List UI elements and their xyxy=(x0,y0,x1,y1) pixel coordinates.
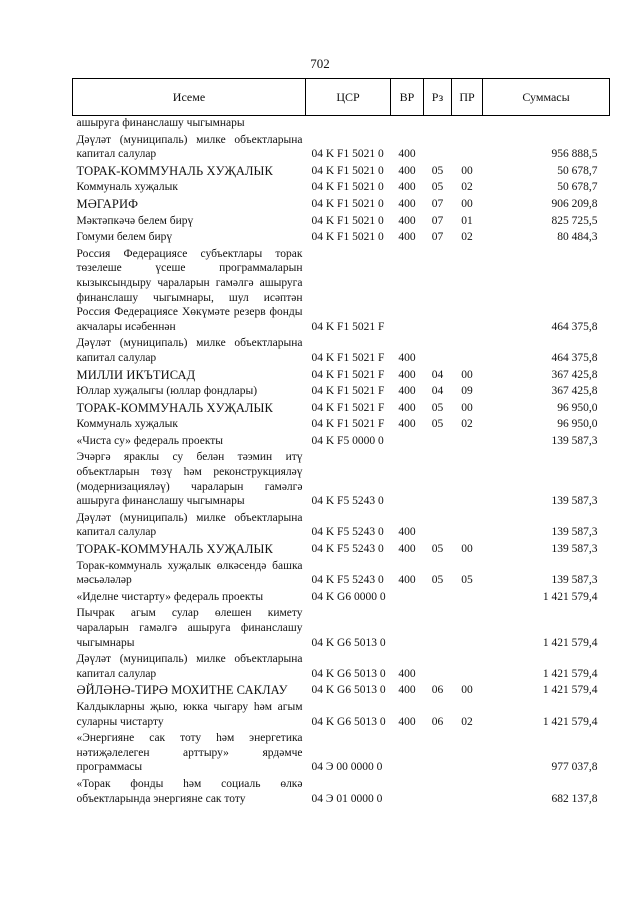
cell-vr: 400 xyxy=(398,351,416,364)
cell-vr: 400 xyxy=(398,667,416,680)
cell-sum: 367 425,8 xyxy=(551,368,598,381)
column-header-sum: Суммасы xyxy=(483,79,610,116)
cell-csr: 04 K F5 5243 0 xyxy=(311,526,384,539)
cell-vr: 400 xyxy=(398,574,416,587)
cell-name: Дәүләт (муниципаль) милке объектларына капитал салулар xyxy=(76,337,303,364)
cell-sum: 367 425,8 xyxy=(551,385,598,398)
cell-csr: 04 K F5 0000 0 xyxy=(311,434,384,447)
cell-pr xyxy=(452,116,483,131)
cell-pr: 02 xyxy=(461,181,473,194)
cell-pr: 00 xyxy=(461,543,473,556)
cell-rz: 05 xyxy=(431,181,444,194)
cell-vr: 400 xyxy=(398,148,416,161)
cell-vr: 400 xyxy=(398,197,416,210)
cell-rz xyxy=(424,604,452,650)
cell-name: «Иделне чистарту» федераль проекты xyxy=(76,590,264,603)
cell-vr: 400 xyxy=(398,526,416,539)
table-row xyxy=(73,509,610,540)
cell-vr: 400 xyxy=(398,214,416,227)
cell-csr: 04 K F1 5021 F xyxy=(311,351,385,364)
cell-sum: 1 421 579,4 xyxy=(542,590,598,603)
cell-vr: 400 xyxy=(398,715,416,728)
column-header-csr: ЦСР xyxy=(306,79,391,116)
cell-rz: 07 xyxy=(431,197,444,210)
cell-csr: 04 K F1 5021 F xyxy=(311,401,385,414)
cell-rz xyxy=(424,334,452,365)
cell-csr: 04 K G6 5013 0 xyxy=(311,684,386,697)
table-row xyxy=(73,212,610,229)
cell-name: Мәктәпкәчә белем бирү xyxy=(76,214,194,227)
cell-rz: 06 xyxy=(431,715,444,728)
table-row xyxy=(73,399,610,416)
cell-pr: 00 xyxy=(461,197,473,210)
cell-csr: 04 K F1 5021 0 xyxy=(311,181,384,194)
cell-sum: 682 137,8 xyxy=(551,792,598,805)
cell-pr: 00 xyxy=(461,401,473,414)
table-row xyxy=(73,162,610,179)
table-row xyxy=(73,245,610,335)
cell-sum xyxy=(483,116,610,131)
table-row xyxy=(73,650,610,681)
table-row xyxy=(73,775,610,806)
table-row xyxy=(73,131,610,162)
cell-vr: 400 xyxy=(398,368,416,381)
cell-name: «Энергияне сак тоту һәм энергетика нәтиҗәлелеген арттыру» ярдәмче программасы xyxy=(76,732,303,774)
cell-name: Дәүләт (муниципаль) милке объектларына капитал салулар xyxy=(76,653,303,680)
cell-rz: 05 xyxy=(431,543,444,556)
cell-pr: 00 xyxy=(461,684,473,697)
cell-pr xyxy=(452,650,483,681)
cell-rz xyxy=(424,588,452,605)
table-row xyxy=(73,588,610,605)
cell-sum: 96 950,0 xyxy=(557,401,598,414)
column-header-rz: Рз xyxy=(424,79,452,116)
cell-csr: 04 K F5 5243 0 xyxy=(311,495,384,508)
cell-name: ашыруга финанслашу чыгымнары xyxy=(73,116,306,131)
table-row xyxy=(73,334,610,365)
cell-name: ӘЙЛӘНӘ-ТИРӘ МОХИТНЕ САКЛАУ xyxy=(76,683,288,698)
cell-pr xyxy=(452,588,483,605)
cell-vr xyxy=(391,245,424,335)
cell-csr: 04 K F1 5021 0 xyxy=(311,231,384,244)
cell-vr xyxy=(391,432,424,449)
cell-vr: 400 xyxy=(398,385,416,398)
cell-rz xyxy=(424,448,452,508)
cell-sum: 50 678,7 xyxy=(557,164,598,177)
cell-pr xyxy=(452,432,483,449)
cell-vr xyxy=(391,729,424,775)
cell-csr: 04 Э 01 0000 0 xyxy=(311,792,383,805)
cell-vr xyxy=(391,588,424,605)
cell-csr: 04 K F5 5243 0 xyxy=(311,543,384,556)
cell-rz: 07 xyxy=(431,231,444,244)
cell-name: Торак-коммуналь хуҗалык өлкәсендә башка мәсьәләләр xyxy=(76,559,303,587)
cell-pr xyxy=(452,509,483,540)
cell-vr: 400 xyxy=(398,543,416,556)
cell-vr xyxy=(391,775,424,806)
cell-name: Коммуналь хуҗалык xyxy=(76,418,178,431)
cell-csr: 04 K F1 5021 F xyxy=(311,385,385,398)
cell-name: Коммуналь хуҗалык xyxy=(76,181,178,194)
cell-csr: 04 K G6 5013 0 xyxy=(311,715,386,728)
table-row xyxy=(73,366,610,383)
cell-pr: 00 xyxy=(461,368,473,381)
cell-vr: 400 xyxy=(398,401,416,414)
cell-name: МИЛЛИ ИКЪТИСАД xyxy=(76,367,196,382)
cell-name: Дәүләт (муниципаль) милке объектларына капитал салулар xyxy=(76,133,303,161)
cell-sum: 1 421 579,4 xyxy=(542,684,598,697)
table-header xyxy=(73,79,610,116)
cell-rz: 04 xyxy=(431,385,444,398)
cell-name: «Чиста су» федераль проекты xyxy=(76,434,224,447)
cell-csr: 04 K F1 5021 0 xyxy=(311,164,384,177)
cell-pr: 02 xyxy=(461,418,473,431)
cell-rz xyxy=(424,131,452,162)
cell-sum: 464 375,8 xyxy=(551,351,598,364)
cell-rz xyxy=(424,650,452,681)
cell-sum: 139 587,3 xyxy=(551,434,598,447)
cell-csr: 04 K F5 5243 0 xyxy=(311,574,384,587)
table-row xyxy=(73,415,610,432)
table-row xyxy=(73,228,610,245)
cell-vr: 400 xyxy=(398,231,416,244)
table-row xyxy=(73,698,610,729)
table-body xyxy=(73,116,610,807)
cell-sum: 1 421 579,4 xyxy=(542,636,598,649)
cell-vr: 400 xyxy=(398,418,416,431)
cell-rz: 04 xyxy=(431,368,444,381)
cell-rz xyxy=(424,509,452,540)
cell-rz xyxy=(424,432,452,449)
cell-sum: 1 421 579,4 xyxy=(542,667,598,680)
cell-vr xyxy=(391,116,424,131)
cell-csr: 04 Э 00 0000 0 xyxy=(311,761,383,774)
cell-sum: 1 421 579,4 xyxy=(542,715,598,728)
cell-pr: 01 xyxy=(461,214,473,227)
cell-vr: 400 xyxy=(398,164,416,177)
cell-csr: 04 K F1 5021 0 xyxy=(311,214,384,227)
page-number: 702 xyxy=(310,56,330,71)
cell-name: Эчәргә яраклы су белән тәэмин итү объектларын төзү һәм реконструкцияләү (модернизацияләү) чараларын гамәлгә ашыруга финанслашу чыгымнары xyxy=(76,451,303,508)
cell-rz: 05 xyxy=(431,418,444,431)
cell-pr: 00 xyxy=(461,164,473,177)
cell-name: ТОРАК-КОММУНАЛЬ ХУҖАЛЫК xyxy=(76,542,273,557)
cell-pr xyxy=(452,334,483,365)
cell-sum: 50 678,7 xyxy=(557,181,598,194)
cell-name: Дәүләт (муниципаль) милке объектларына капитал салулар xyxy=(76,511,303,539)
cell-csr: 04 K G6 0000 0 xyxy=(311,590,386,603)
cell-name: ТОРАК-КОММУНАЛЬ ХУҖАЛЫК xyxy=(76,400,273,415)
table-row xyxy=(73,540,610,557)
cell-csr: 04 K G6 5013 0 xyxy=(311,667,386,680)
cell-name: Пычрак агым сулар өлешен кимету чараларын гамәлгә ашыруга финанслашу чыгымнары xyxy=(76,607,303,649)
table-row xyxy=(73,729,610,775)
table-row xyxy=(73,604,610,650)
cell-pr: 02 xyxy=(461,715,473,728)
cell-rz xyxy=(424,729,452,775)
cell-csr: 04 K F1 5021 F xyxy=(311,320,385,333)
cell-pr xyxy=(452,448,483,508)
cell-name: Калдыкларны җыю, юкка чыгару һәм агым суларны чистарту xyxy=(76,700,303,728)
cell-vr: 400 xyxy=(398,181,416,194)
table-row xyxy=(73,448,610,508)
cell-vr xyxy=(391,448,424,508)
cell-vr: 400 xyxy=(398,684,416,697)
cell-rz xyxy=(424,775,452,806)
cell-pr: 09 xyxy=(461,385,473,398)
cell-name: «Торак фонды һәм социаль өлкә объектларында энергияне сак тоту xyxy=(76,777,303,805)
cell-csr: 04 K G6 5013 0 xyxy=(311,636,386,649)
column-header-name: Исеме xyxy=(73,79,306,116)
cell-pr xyxy=(452,131,483,162)
cell-sum: 464 375,8 xyxy=(551,320,598,333)
cell-sum: 956 888,5 xyxy=(551,148,598,161)
cell-name: Юллар хуҗалыгы (юллар фондлары) xyxy=(76,385,258,398)
cell-sum: 139 587,3 xyxy=(551,543,598,556)
cell-csr: 04 K F1 5021 F xyxy=(311,368,385,381)
cell-csr: 04 K F1 5021 0 xyxy=(311,197,384,210)
cell-rz: 05 xyxy=(431,164,444,177)
cell-name: Гомуми белем бирү xyxy=(76,231,173,244)
cell-sum: 80 484,3 xyxy=(557,231,598,244)
cell-name: МӘГАРИФ xyxy=(76,196,139,211)
cell-pr: 05 xyxy=(461,574,473,587)
cell-sum: 139 587,3 xyxy=(551,574,598,587)
cell-pr: 02 xyxy=(461,231,473,244)
cell-rz xyxy=(424,116,452,131)
cell-pr xyxy=(452,245,483,335)
table-row xyxy=(73,681,610,698)
cell-csr xyxy=(306,116,391,131)
cell-rz: 06 xyxy=(431,684,444,697)
cell-sum: 906 209,8 xyxy=(551,197,598,210)
table-row xyxy=(73,557,610,588)
cell-pr xyxy=(452,604,483,650)
cell-sum: 139 587,3 xyxy=(551,495,598,508)
cell-vr xyxy=(391,604,424,650)
column-header-vr: ВР xyxy=(391,79,424,116)
budget-table xyxy=(72,78,610,806)
cell-sum: 825 725,5 xyxy=(551,214,598,227)
cell-pr xyxy=(452,775,483,806)
cell-sum: 96 950,0 xyxy=(557,418,598,431)
table-row xyxy=(73,178,610,195)
cell-rz: 05 xyxy=(431,401,444,414)
cell-csr: 04 K F1 5021 F xyxy=(311,418,385,431)
table-row xyxy=(73,116,610,131)
table-row xyxy=(73,195,610,212)
cell-rz: 05 xyxy=(431,574,444,587)
cell-rz: 07 xyxy=(431,214,444,227)
table-row xyxy=(73,382,610,399)
cell-sum: 977 037,8 xyxy=(551,761,598,774)
cell-sum: 139 587,3 xyxy=(551,526,598,539)
cell-pr xyxy=(452,729,483,775)
table-row xyxy=(73,432,610,449)
cell-rz xyxy=(424,245,452,335)
cell-csr: 04 K F1 5021 0 xyxy=(311,148,384,161)
column-header-pr: ПР xyxy=(452,79,483,116)
cell-name: ТОРАК-КОММУНАЛЬ ХУҖАЛЫК xyxy=(76,163,273,178)
cell-name: Россия Федерациясе субъектлары торак төзелеше үсеше программаларын кызыксындыру чараларын гамәлгә ашыруга финанслашу чыгымнары, шул исәптән Россия Федерациясе Хөкүмәте резерв фонды акчалары исәбеннән xyxy=(76,247,303,333)
